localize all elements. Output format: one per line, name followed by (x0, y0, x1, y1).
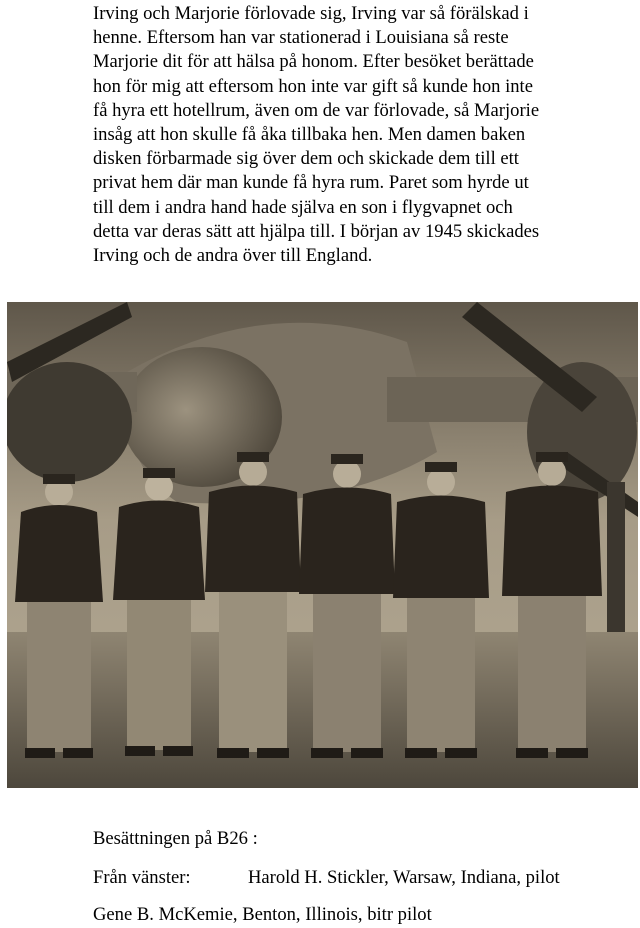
paragraph-line: privat hem där man kunde få hyra rum. Paret som hyrde ut (93, 172, 529, 194)
from-left-label: Från vänster: (93, 867, 191, 888)
crew-member (299, 454, 395, 758)
paragraph-line: disken förbarmade sig över dem och skickade dem till ett (93, 148, 519, 170)
paragraph-line: till dem i andra hand hade själva en son i flygvapnet och (93, 196, 513, 218)
crew-member-1: Harold H. Stickler, Warsaw, Indiana, pilot (248, 867, 560, 888)
paragraph-line: Irving och de andra över till England. (93, 245, 373, 267)
paragraph-line: Irving och Marjorie förlovade sig, Irving var så förälskad i (93, 3, 529, 24)
crew-photo-illustration (7, 302, 638, 788)
crew-member-2: Gene B. McKemie, Benton, Illinois, bitr pilot (93, 904, 432, 925)
paragraph-line: detta var deras sätt att hjälpa till. I början av 1945 skickades (93, 220, 540, 242)
paragraph-line: hon för mig att eftersom hon inte var gift så kunde hon inte (93, 75, 533, 97)
story-paragraph (93, 2, 623, 268)
paragraph-line: henne. Eftersom han var stationerad i Louisiana så reste (93, 27, 509, 49)
paragraph-line: få hyra ett hotellrum, även om de var förlovade, så Marjorie (93, 99, 540, 121)
crew-title: Besättningen på B26 : (93, 828, 258, 849)
paragraph-line: insåg att hon skulle få åka tillbaka hen. Men damen baken (93, 124, 526, 146)
crew-member (15, 474, 103, 758)
paragraph-line: Marjorie dit för att hälsa på honom. Efter besöket berättade (93, 51, 534, 73)
crew-member (205, 452, 301, 758)
crew-row-1 (93, 867, 560, 889)
crew-member (393, 462, 489, 758)
crew-photo (7, 302, 638, 788)
